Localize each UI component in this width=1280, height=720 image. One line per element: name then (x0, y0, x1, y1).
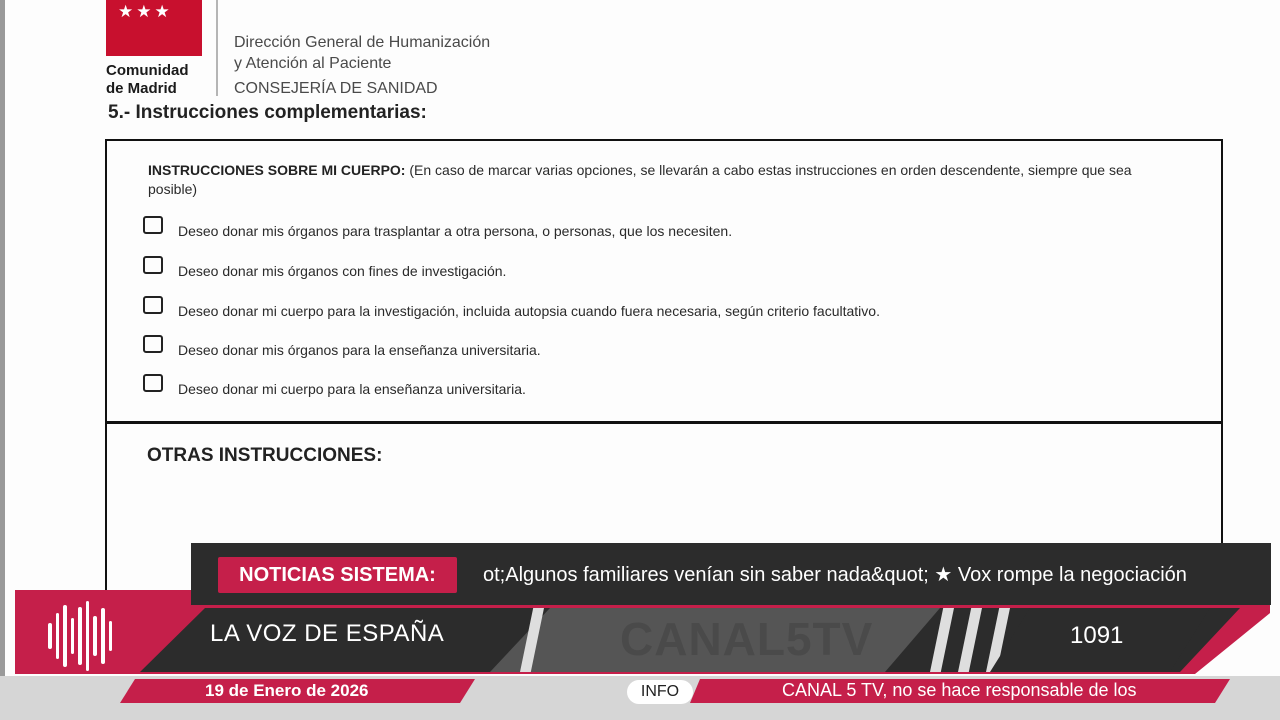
ticker-text: ot;Algunos familiares venían sin saber nada&quot; ★ Vox rompe la negociación (483, 564, 1187, 586)
news-ticker (191, 543, 1271, 605)
checkbox[interactable] (143, 256, 163, 274)
org-name (106, 62, 206, 98)
logo-stars-icon: ★★★ (118, 2, 173, 21)
program-number: 1091 (1070, 622, 1124, 649)
instructions-header (148, 161, 1148, 199)
checkbox[interactable] (143, 296, 163, 314)
option-donate-organs-transplant[interactable] (143, 216, 732, 239)
instructions-heading: INSTRUCCIONES SOBRE MI CUERPO: (148, 162, 406, 178)
option-donate-body-research[interactable] (143, 296, 880, 319)
option-label: Deseo donar mi cuerpo para la enseñanza universitaria. (178, 381, 526, 397)
info-badge: INFO (627, 680, 693, 704)
page-left-edge (0, 0, 5, 720)
header-divider (216, 0, 218, 96)
org-line-1: Comunidad (106, 62, 189, 79)
comunidad-madrid-logo (106, 0, 202, 56)
channel-watermark: CANAL5TV (620, 613, 874, 665)
info-text: CANAL 5 TV, no se hace responsable de los (782, 680, 1137, 700)
checkbox[interactable] (143, 335, 163, 353)
checkbox[interactable] (143, 374, 163, 392)
dept-line-2: y Atención al Paciente (234, 55, 392, 72)
checkbox[interactable] (143, 216, 163, 234)
option-label: Deseo donar mis órganos para la enseñanza universitaria. (178, 342, 541, 358)
option-label: Deseo donar mis órganos con fines de investigación. (178, 263, 507, 279)
sound-wave-icon (48, 600, 112, 672)
consejeria-label: CONSEJERÍA DE SANIDAD (234, 80, 438, 97)
option-label: Deseo donar mis órganos para trasplantar a otra persona, o personas, que los necesiten. (178, 223, 733, 239)
section-title: 5.- Instrucciones complementarias: (108, 102, 427, 123)
instructions-note: (En caso de marcar varias opciones, se llevarán a cabo estas instrucciones en orden descendente, siempre que sea posible) (148, 162, 1132, 197)
other-instructions-title: OTRAS INSTRUCCIONES: (147, 445, 383, 466)
option-donate-organs-teaching[interactable] (143, 335, 541, 358)
option-label: Deseo donar mi cuerpo para la investigación, incluida autopsia cuando fuera necesaria, según criterio facultativo. (178, 303, 880, 319)
form-separator (105, 421, 1223, 424)
option-donate-organs-research[interactable] (143, 256, 506, 279)
department-name (234, 32, 490, 74)
program-title: LA VOZ DE ESPAÑA (210, 620, 445, 647)
broadcast-date: 19 de Enero de 2026 (205, 681, 369, 700)
ticker-label: NOTICIAS SISTEMA: (218, 557, 457, 593)
option-donate-body-teaching[interactable] (143, 374, 526, 397)
org-line-2: de Madrid (106, 80, 177, 97)
dept-line-1: Dirección General de Humanización (234, 34, 491, 51)
